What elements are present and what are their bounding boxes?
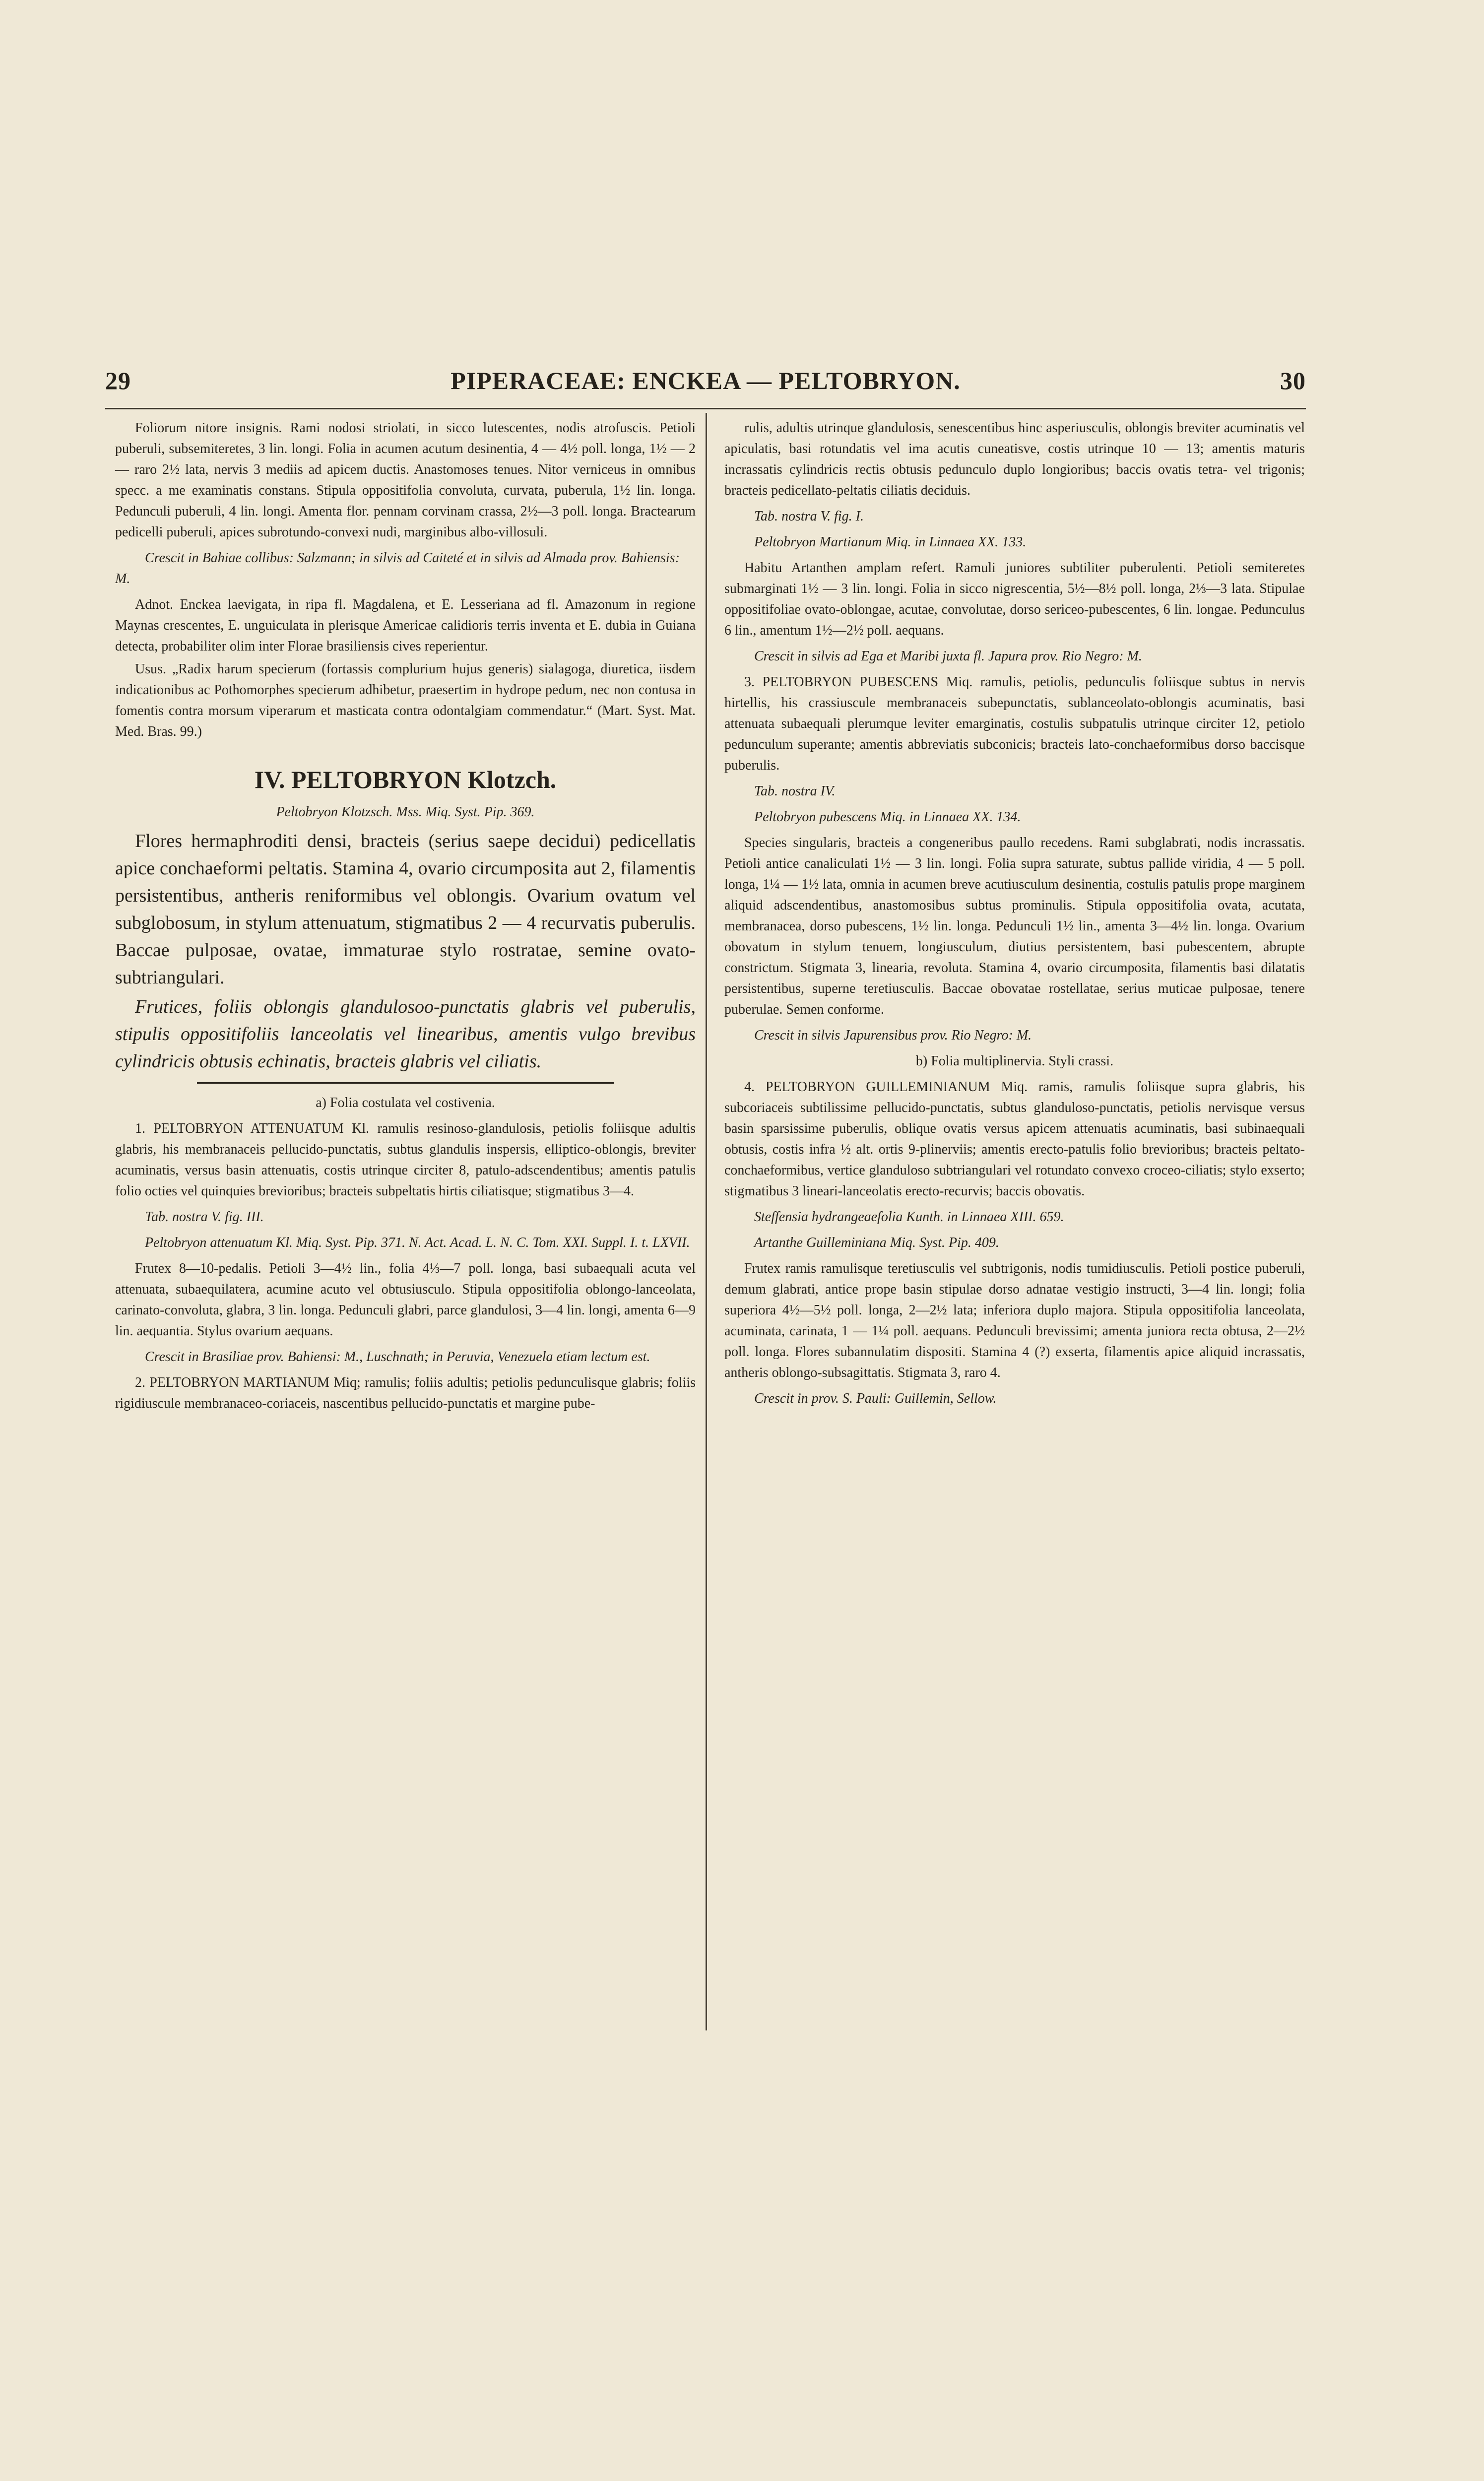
species4-description: ramis, ramulis foliisque supra glabris, his subcoriaceis subtilissime pellucido-punctatis, subtus glanduloso-punctatis, petiolis nervisque versus basin sparsissime puberulis, oblique ovatis versus apicem attenuatis acuminatis, basi subinaequali obtusis, costis infra ½ alt. ortis 9-plinerviis; amentis erecto-patulis folio brevioribus; bracteis peltato-conchaeformibus, vertice glanduloso subtriangulari vel rotundato convexo croceo-ciliatis; stylo exserto; stigmatibus 3 lineari-lanceolatis erecto-recurvis; baccis obovatis. (724, 1079, 1305, 1199)
species2-title: 2. PELTOBRYON MARTIANUM Miq; (135, 1375, 361, 1390)
species2-tab: Tab. nostra V. fig. I. (754, 509, 864, 524)
species3-synonym: Peltobryon pubescens Miq. in Linnaea XX. 134. (754, 809, 1021, 825)
enckea-adnotatio: Adnot. Enckea laevigata, in ripa fl. Magdalena, et E. Lesseriana ad fl. Amazonum in regione Maynas crescentes, E. unguiculata in plerisque Americae calidioris terris inventa et E. dubia in Guiana detecta, probabiliter olim inter Florae brasiliensis cives reperientur. (115, 597, 696, 654)
section-rule (197, 1082, 614, 1084)
genus-heading: IV. PELTOBRYON Klotzch. (254, 766, 557, 793)
species4-synonym-2: Artanthe Guilleminiana Miq. Syst. Pip. 409. (754, 1235, 999, 1250)
species3-details: Species singularis, bracteis a congeneribus paullo recedens. Rami subglabrati, nodis incrassatis. Petioli antice canaliculati 1½ — 3 lin. longi. Folia supra saturate, subtus pallide viridia, 4 — 5 poll. longa, 1¼ — 1½ lata, omnia in acumen breve acutiusculum desinentia, costulis patulis prope marginem aliquid adscendentibus, anastomosibus subtus prominulis. Stipula oppositifolia ovata, acutata, membranacea, dorso pubescens, 1½ lin. longa. Pedunculi 1½ lin., amenta 3—4½ lin. longa. Ovarium obovatum in stylum tenuem, longiusculum, diutius persistentem, basi pubescentem, abrupte constrictum. Stigmata 3, linearia, revoluta. Stamina 4, ovario circumposita, filamentis basi dilatatis persistentibus, superne teretiusculis. Baccae obovatae rostellatae, serius muticae pulposae, tenere puberulae. Semen conforme. (724, 835, 1305, 1017)
species1-entry (115, 1118, 696, 1202)
running-title: PIPERACEAE: ENCKEA — PELTOBRYON. (451, 367, 961, 394)
enckea-usus: Usus. „Radix harum specierum (fortassis complurium hujus generis) sialagoga, diuretica, iisdem indicationibus ac Pothomorphes specierum adhibetur, praesertim in hydrope pedum, nec non contusa in fomentis contra morsum viperarum et masticata contra odontalgiam commendatur.“ (Mart. Syst. Mat. Med. Bras. 99.) (115, 661, 696, 739)
section-a-heading: a) Folia costulata vel costivenia. (316, 1095, 495, 1110)
species3-description: ramulis, petiolis, pedunculis foliisque subtus in nervis hirtellis, his crassiuscule membranaceis subepunctatis, sublanceolato-oblongis acuminatis, basi attenuata subaequali plerumque leviter emarginatis, costulis subpatulis utrinque circiter 12, petiolo pedunculum superante; amentis abbreviatis subconicis; bracteis lato-conchaeformibus dorso baccisque puberulis. (724, 674, 1305, 773)
right-column (724, 418, 1305, 1414)
enckea-habitat: Crescit in Bahiae collibus: Salzmann; in silvis ad Caiteté et in silvis ad Almada prov. Bahiensis: M. (115, 550, 680, 587)
species3-tab: Tab. nostra IV. (754, 783, 836, 799)
species4-habitat: Crescit in prov. S. Pauli: Guillemin, Sellow. (754, 1391, 997, 1406)
species3-entry (724, 672, 1305, 776)
enckea-description: Foliorum nitore insignis. Rami nodosi striolati, in sicco lutescentes, nodis atrofuscis. Petioli puberuli, subsemiteretes, 3 lin. longi. Folia in acumen acutum desinentia, 4 — 4½ poll. longa, 1½ — 2 — raro 2½ lata, nervis 3 mediis ad apicem ductis. Anastomoses tenues. Nitor verniceus in omnibus specc. a me examinatis constans. Stipula oppositifolia convoluta, curvata, puberula, 1½ lin. longa. Pedunculi puberuli, 4 lin. longi. Amenta flor. pennam corvinam crassa, 2½—3 poll. longa. Bractearum pedicelli puberuli, apices subrotundo-convexi nudi, marginibus albo-villosuli. (115, 420, 696, 540)
species1-details: Frutex 8—10-pedalis. Petioli 3—4½ lin., folia 4⅓—7 poll. longa, basi subaequali acuta vel attenuata, subaequilatera, acumine acuto vel obtusiusculo. Stipula oppositifolia oblongo-lanceolata, carinato-convoluta, glabra, 3 lin. longa. Pedunculi glabri, parce glandulosi, 3—4 lin. longi, amenta 6—9 lin. aequantia. Stylus ovarium aequans. (115, 1261, 696, 1339)
section-b-heading: b) Folia multiplinervia. Styli crassi. (915, 1053, 1114, 1069)
species1-title: 1. PELTOBRYON ATTENUATUM Kl. (135, 1121, 370, 1136)
species2-synonym: Peltobryon Martianum Miq. in Linnaea XX. 133. (754, 534, 1027, 550)
page-number-right: 30 (1280, 367, 1306, 394)
page-header (105, 366, 1306, 406)
species2-habitat: Crescit in silvis ad Ega et Maribi juxta fl. Japura prov. Rio Negro: M. (754, 649, 1142, 664)
species2-entry (115, 1372, 696, 1414)
species2-details: Habitu Artanthen amplam refert. Ramuli juniores subtiliter puberulenti. Petioli semiteretes submarginati 1½ — 3 lin. longi. Folia in sicco nigrescentia, 5½—8½ poll. longa, 2⅓—3 lata. Stipulae oppositifoliae ovato-oblongae, acutae, convolutae, dorso sericeo-pubescentes, 6 lin. longae. Pedunculus 6 lin., amentum 1½—2½ poll. aequans. (724, 560, 1305, 638)
column-divider (706, 413, 707, 2030)
species4-details: Frutex ramis ramulisque teretiusculis vel subtrigonis, nodis tumidiusculis. Petioli postice puberuli, demum glabrati, antice prope basin stipulae dorso adnatae vestigio instructi, 3—4 lin. longi; folia superiora 4½—5½ poll. longa, 2—2½ lata; inferiora duplo majora. Stipula oppositifolia lanceolata, acuminata, carinata, 1 — 1¼ poll. aequans. Pedunculi brevissimi; amenta juniora recta obtusa, 2—2½ poll. longa. Flores subannulatim dispositi. Stamina 4 (?) exserta, filamentis apice aliquid incrassatis, antheris oblongo-subsagittatis. Stigmata 3, raro 4. (724, 1261, 1305, 1380)
species1-habitat: Crescit in Brasiliae prov. Bahiensi: M., Luschnath; in Peruvia, Venezuela etiam lectum est. (145, 1349, 650, 1365)
species1-description: ramulis resinoso-glandulosis, petiolis foliisque adultis glabris, his membranaceis pellucido-punctatis, subtus glandulis inspersis, elliptico-oblongis, breviter acuminatis, versus basin attenuatis, costis utrinque circiter 8, patulo-adscendentibus; amentis patulis folio octies vel quinquies brevioribus; bracteis subpeltatis hirtis ciliatisque; stigmatibus 3—4. (115, 1121, 696, 1199)
species4-entry (724, 1077, 1305, 1202)
genus-citation: Peltobryon Klotzsch. Mss. Miq. Syst. Pip. 369. (276, 804, 535, 820)
header-rule (105, 408, 1306, 409)
species1-synonym: Peltobryon attenuatum Kl. Miq. Syst. Pip. 371. N. Act. Acad. L. N. C. Tom. XXI. Suppl. I. t. LXVII. (145, 1235, 690, 1250)
species1-tab: Tab. nostra V. fig. III. (145, 1209, 264, 1225)
page-number-left: 29 (105, 367, 131, 394)
species3-habitat: Crescit in silvis Japurensibus prov. Rio Negro: M. (754, 1028, 1032, 1043)
species3-title: 3. PELTOBRYON PUBESCENS Miq. (744, 674, 973, 690)
genus-habit: Frutices, foliis oblongis glandulosoo-punctatis glabris vel puberulis, stipulis oppositifoliis lanceolatis vel linearibus, amentis vulgo brevibus cylindricis obtusis echinatis, bracteis glabris vel ciliatis. (115, 996, 696, 1072)
species4-synonym-1: Steffensia hydrangeaefolia Kunth. in Linnaea XIII. 659. (754, 1209, 1064, 1225)
species2-description-end: rulis, adultis utrinque glandulosis, senescentibus hinc asperiusculis, oblongis breviter acuminatis vel apiculatis, basi rotundatis vel ima acutis cuneatisve, costis utrinque 10 — 13; amentis maturis incrassatis cylindricis rectis obtusis pedunculo duplo longioribus; baccis ovatis tetra- vel trigonis; bracteis pedicellato-peltatis ciliatis deciduis. (724, 420, 1305, 498)
species4-title: 4. PELTOBRYON GUILLEMINIANUM Miq. (744, 1079, 1028, 1095)
genus-description: Flores hermaphroditi densi, bracteis (serius saepe decidui) pedicellatis apice conchaeformi peltatis. Stamina 4, ovario circumposita aut 2, filamentis persistentibus, antheris reniformibus vel oblongis. Ovarium ovatum vel subglobosum, in stylum attenuatum, stigmatibus 2 — 4 recurvatis puberulis. Baccae pulposae, ovatae, immaturae stylo rostratae, semine ovato-subtriangulari. (115, 831, 696, 988)
species2-description-start: ramulis; foliis adultis; petiolis pedunculisque glabris; foliis rigidiuscule membranaceo-coriaceis, nascentibus pellucido-punctatis et margine pube- (115, 1375, 696, 1411)
left-column (115, 418, 696, 1416)
